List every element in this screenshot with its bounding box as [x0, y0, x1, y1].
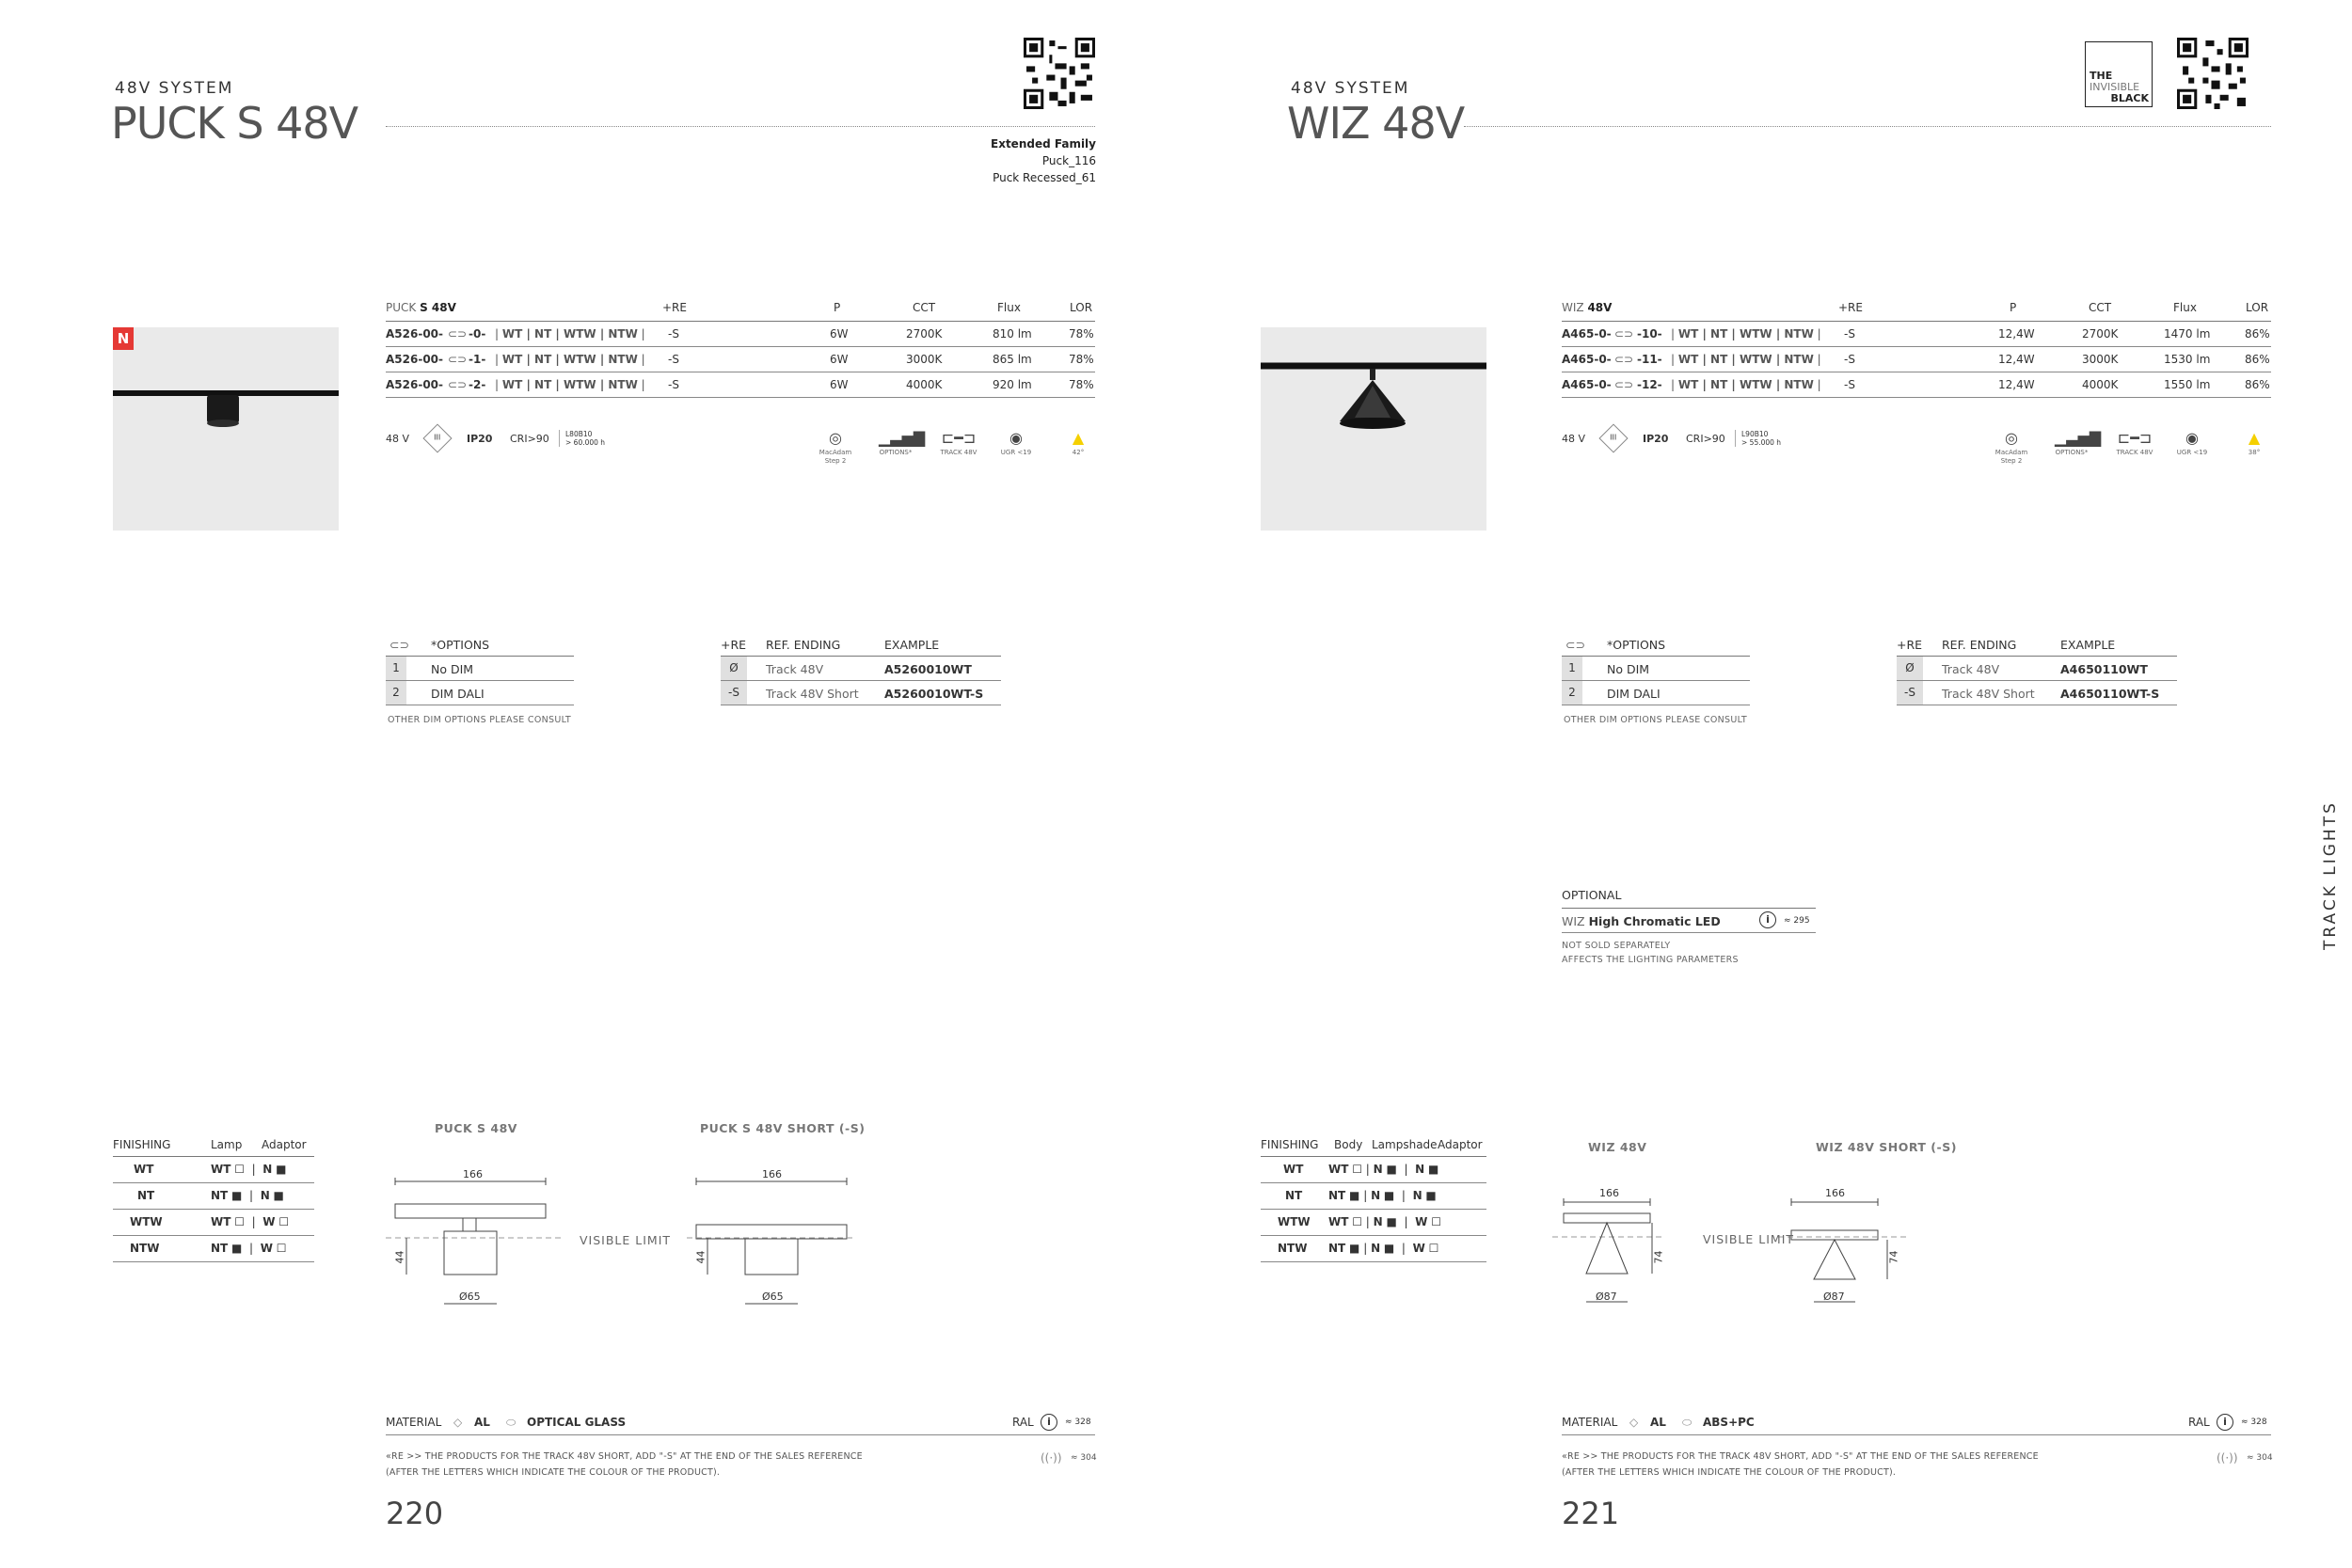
spec-flux: 865 lm	[993, 353, 1032, 366]
dim-height-short: 44	[694, 1250, 707, 1264]
footnote: «RE >> THE PRODUCTS FOR THE TRACK 48V SHORT, ADD "-S" AT THE END OF THE SALES REFERENCE (AFTER THE LETTERS WHICH INDICATE THE COLOUR OF THE PRODUCT).	[386, 1451, 863, 1478]
spec-flux: 1470 lm	[2164, 327, 2211, 341]
puck-lamp-image	[113, 327, 339, 531]
finishing-header: FINISHING Body Lampshade Adaptor	[1261, 1136, 1486, 1157]
ref-ending-table	[1897, 636, 2177, 705]
spec-row	[1562, 322, 2271, 347]
options-icon: ⊂⊃	[1614, 378, 1634, 391]
finishing-row: WTW WT ☐ | W ☐	[113, 1210, 314, 1236]
optional-block	[1562, 888, 1816, 965]
finishing-table	[1261, 1136, 1486, 1262]
drawing-title-short: WIZ 48V SHORT (-S)	[1816, 1140, 1957, 1154]
options-row: 2 DIM DALI	[386, 681, 574, 705]
cri-rating: CRI>90	[510, 433, 549, 445]
spec-finishes: | WT | NT | WTW | NTW |	[495, 327, 645, 341]
options-icon: ⊂⊃	[1614, 353, 1634, 366]
material-label: MATERIAL	[386, 1416, 442, 1429]
spec-code: -10-	[1637, 327, 1662, 341]
class-iii-icon: III	[1598, 423, 1628, 452]
spec-suffix: -S	[1844, 327, 1855, 341]
material-strip	[1562, 1413, 2271, 1435]
qr-code-icon	[1024, 38, 1095, 109]
finishing-row: WT WT ☐ | N ■ | N ■	[1261, 1157, 1486, 1183]
extended-family-title: Extended Family	[991, 137, 1096, 150]
options-row: 1 No DIM	[386, 657, 574, 681]
wireless-icon: ((·))	[1041, 1451, 1062, 1465]
dim-height: 44	[393, 1250, 406, 1264]
info-icon[interactable]: i	[2217, 1414, 2233, 1431]
spec-ref: A526-00-	[386, 353, 443, 366]
beam-angle-icon: ▲ 38°	[2248, 429, 2261, 456]
dim-diameter-short: Ø87	[1823, 1291, 1845, 1303]
material-1: AL	[1650, 1416, 1666, 1429]
track-icon: ⊏━⊐ TRACK 48V	[940, 429, 977, 456]
page-number: 220	[386, 1496, 444, 1531]
dim-diameter: Ø87	[1596, 1291, 1617, 1303]
lifetime: L90B10 > 55.000 h	[1735, 430, 1781, 447]
dim-diameter: Ø65	[459, 1291, 481, 1303]
options-bars-icon: ▁▃▅▇ OPTIONS*	[879, 429, 926, 456]
spec-header-flux: Flux	[997, 301, 1021, 314]
options-icon: ⊂⊃	[1565, 638, 1585, 652]
optional-note: AFFECTS THE LIGHTING PARAMETERS	[1562, 955, 1739, 965]
ugr-icon: ◉ UGR <19	[1000, 429, 1032, 456]
glass-icon: ⬭	[506, 1416, 516, 1429]
extended-link-puck-recessed[interactable]: Puck Recessed_61	[993, 171, 1096, 184]
extended-family	[991, 135, 1096, 186]
spec-header-re: +RE	[1838, 301, 1863, 314]
spec-finishes: | WT | NT | WTW | NTW |	[1671, 353, 1821, 366]
spec-header	[1562, 297, 2271, 322]
optional-page: ≈ 295	[1784, 916, 1810, 926]
finishing-header: FINISHING Lamp Adaptor	[113, 1136, 314, 1157]
ugr-icon: ◉ UGR <19	[2176, 429, 2208, 456]
spec-code: -12-	[1637, 378, 1662, 391]
material-1: AL	[474, 1416, 490, 1429]
ral-page: ≈ 328	[2241, 1418, 2267, 1427]
spec-row	[1562, 347, 2271, 372]
spec-code: -11-	[1637, 353, 1662, 366]
attribute-strip	[386, 428, 1095, 475]
finishing-row: NT NT ■ | N ■ | N ■	[1261, 1183, 1486, 1210]
spec-cct: 3000K	[906, 353, 943, 366]
spec-header-name: WIZ 48V	[1562, 301, 1613, 314]
finishing-row: WT WT ☐ | N ■	[113, 1157, 314, 1183]
spec-cct: 4000K	[2082, 378, 2119, 391]
ral-label: RAL	[1012, 1416, 1034, 1429]
spec-table	[1562, 297, 2271, 398]
ral-label: RAL	[2188, 1416, 2210, 1429]
drawing-title-short: PUCK S 48V SHORT (-S)	[700, 1121, 866, 1135]
ref-row: -S Track 48V Short A4650110WT-S	[1897, 681, 2177, 705]
options-table	[1562, 636, 1750, 705]
macadam-icon: ◎ MacAdam Step 2	[818, 429, 852, 465]
brand-logo: THE INVISIBLE BLACK	[2085, 41, 2153, 107]
lifetime: L80B10 > 60.000 h	[559, 430, 605, 447]
spec-code: -0-	[469, 327, 486, 341]
optional-title: OPTIONAL	[1562, 888, 1816, 909]
ref-row: Ø Track 48V A4650110WT	[1897, 657, 2177, 681]
material-label: MATERIAL	[1562, 1416, 1618, 1429]
spec-header-cct: CCT	[913, 301, 936, 314]
options-row: 2 DIM DALI	[1562, 681, 1750, 705]
ref-header: +RE REF. ENDING EXAMPLE	[721, 636, 1001, 657]
visible-limit-label: VISIBLE LIMIT	[580, 1233, 672, 1247]
product-photo	[1261, 327, 1486, 531]
cri-rating: CRI>90	[1686, 433, 1725, 445]
spec-row	[1562, 372, 2271, 398]
info-icon[interactable]: i	[1041, 1414, 1057, 1431]
spec-ref: A526-00-	[386, 327, 443, 341]
wiz-lamp-image	[1261, 327, 1486, 531]
drawing-title: WIZ 48V	[1588, 1140, 1647, 1154]
ip-rating: IP20	[467, 433, 493, 445]
aluminium-icon: ◇	[1629, 1416, 1639, 1429]
spec-lor: 78%	[1069, 378, 1094, 391]
ral-page: ≈ 328	[1065, 1418, 1091, 1427]
spec-header-cct: CCT	[2089, 301, 2112, 314]
spec-cct: 3000K	[2082, 353, 2119, 366]
dim-width-short: 166	[762, 1168, 782, 1180]
product-title: PUCK S 48V	[111, 98, 358, 149]
wireless-page: ≈ 304	[1071, 1453, 1097, 1463]
section-side-label: TRACK LIGHTS	[2321, 800, 2340, 950]
spec-cct: 2700K	[906, 327, 943, 341]
new-badge: N	[113, 327, 134, 350]
spec-row	[386, 372, 1095, 398]
spec-lor: 78%	[1069, 353, 1094, 366]
spec-table	[386, 297, 1095, 398]
material-2: ABS+PC	[1703, 1416, 1755, 1429]
spec-code: -2-	[469, 378, 486, 391]
optional-row: WIZ High Chromatic LED i ≈ 295	[1562, 909, 1816, 933]
options-table	[386, 636, 574, 705]
options-icon: ⊂⊃	[1614, 327, 1634, 341]
options-icon: ⊂⊃	[389, 638, 409, 652]
finishing-row: NTW NT ■ | W ☐	[113, 1236, 314, 1262]
visible-limit-label: VISIBLE LIMIT	[1703, 1232, 1795, 1246]
optional-note: NOT SOLD SEPARATELY	[1562, 941, 1671, 951]
macadam-icon: ◎ MacAdam Step 2	[1994, 429, 2028, 465]
options-bars-icon: ▁▃▅▇ OPTIONS*	[2055, 429, 2102, 456]
options-title: *OPTIONS	[1607, 638, 1666, 652]
dim-width-short: 166	[1825, 1187, 1845, 1199]
spec-ref: A465-0-	[1562, 353, 1612, 366]
options-icon: ⊂⊃	[448, 353, 468, 366]
spec-header	[386, 297, 1095, 322]
info-icon[interactable]: i	[1759, 911, 1776, 928]
title-rule	[386, 126, 1095, 127]
spec-suffix: -S	[668, 327, 679, 341]
options-header	[386, 636, 574, 657]
attribute-strip	[1562, 428, 2271, 475]
options-header	[1562, 636, 1750, 657]
spec-power: 12,4W	[1998, 353, 2035, 366]
finishing-table	[113, 1136, 314, 1262]
voltage-label: 48 V	[386, 433, 410, 445]
spec-header-re: +RE	[662, 301, 687, 314]
ref-row: -S Track 48V Short A5260010WT-S	[721, 681, 1001, 705]
qr-code[interactable]	[1024, 38, 1095, 109]
spec-suffix: -S	[668, 353, 679, 366]
spec-header-name: PUCK S 48V	[386, 301, 456, 314]
spec-finishes: | WT | NT | WTW | NTW |	[495, 378, 645, 391]
spec-header-lor: LOR	[1070, 301, 1093, 314]
spec-ref: A526-00-	[386, 378, 443, 391]
spec-header-p: P	[834, 301, 841, 314]
ref-header: +RE REF. ENDING EXAMPLE	[1897, 636, 2177, 657]
options-note: OTHER DIM OPTIONS PLEASE CONSULT	[1564, 715, 1747, 725]
spec-flux: 920 lm	[993, 378, 1032, 391]
qr-code[interactable]	[2177, 38, 2249, 109]
spec-power: 6W	[830, 327, 849, 341]
spec-ref: A465-0-	[1562, 378, 1612, 391]
spec-flux: 1530 lm	[2164, 353, 2211, 366]
dim-height: 74	[1652, 1250, 1665, 1264]
spec-ref: A465-0-	[1562, 327, 1612, 341]
voltage-label: 48 V	[1562, 433, 1586, 445]
spec-header-p: P	[2010, 301, 2017, 314]
options-icon: ⊂⊃	[448, 327, 468, 341]
beam-angle-icon: ▲ 42°	[1072, 429, 1085, 456]
spec-flux: 810 lm	[993, 327, 1032, 341]
material-2: OPTICAL GLASS	[527, 1416, 627, 1429]
spec-lor: 86%	[2245, 378, 2270, 391]
spec-power: 12,4W	[1998, 378, 2035, 391]
options-row: 1 No DIM	[1562, 657, 1750, 681]
wireless-icon: ((·))	[2217, 1451, 2238, 1465]
spec-flux: 1550 lm	[2164, 378, 2211, 391]
spec-header-lor: LOR	[2246, 301, 2269, 314]
spec-power: 6W	[830, 353, 849, 366]
right-page	[1176, 0, 2352, 1568]
system-label: 48V SYSTEM	[1291, 79, 1410, 98]
spec-finishes: | WT | NT | WTW | NTW |	[495, 353, 645, 366]
ref-ending-table	[721, 636, 1001, 705]
track-icon: ⊏━⊐ TRACK 48V	[2116, 429, 2153, 456]
spec-header-flux: Flux	[2173, 301, 2197, 314]
footnote: «RE >> THE PRODUCTS FOR THE TRACK 48V SHORT, ADD "-S" AT THE END OF THE SALES REFERENCE (AFTER THE LETTERS WHICH INDICATE THE COLOUR OF THE PRODUCT).	[1562, 1451, 2039, 1478]
ref-row: Ø Track 48V A5260010WT	[721, 657, 1001, 681]
abs-icon: ⬭	[1682, 1416, 1692, 1429]
options-icon: ⊂⊃	[448, 378, 468, 391]
spec-code: -1-	[469, 353, 486, 366]
extended-link-puck[interactable]: Puck_116	[1041, 154, 1096, 167]
product-photo	[113, 327, 339, 531]
spec-power: 6W	[830, 378, 849, 391]
wireless-page: ≈ 304	[2247, 1453, 2273, 1463]
page-number: 221	[1562, 1496, 1620, 1531]
spec-lor: 86%	[2245, 327, 2270, 341]
spec-suffix: -S	[1844, 353, 1855, 366]
options-title: *OPTIONS	[431, 638, 490, 652]
aluminium-icon: ◇	[453, 1416, 463, 1429]
finishing-row: WTW WT ☐ | N ■ | W ☐	[1261, 1210, 1486, 1236]
spec-suffix: -S	[1844, 378, 1855, 391]
spec-finishes: | WT | NT | WTW | NTW |	[1671, 327, 1821, 341]
spec-lor: 78%	[1069, 327, 1094, 341]
ip-rating: IP20	[1643, 433, 1669, 445]
spec-cct: 4000K	[906, 378, 943, 391]
product-title: WIZ 48V	[1287, 98, 1465, 149]
dim-height-short: 74	[1887, 1250, 1900, 1264]
spec-row	[386, 322, 1095, 347]
spec-cct: 2700K	[2082, 327, 2119, 341]
system-label: 48V SYSTEM	[115, 79, 234, 98]
drawing-title: PUCK S 48V	[435, 1121, 517, 1135]
spec-suffix: -S	[668, 378, 679, 391]
title-rule	[1464, 126, 2271, 127]
dim-width: 166	[1599, 1187, 1619, 1199]
dim-width: 166	[463, 1168, 483, 1180]
dim-diameter-short: Ø65	[762, 1291, 784, 1303]
options-note: OTHER DIM OPTIONS PLEASE CONSULT	[388, 715, 571, 725]
spec-finishes: | WT | NT | WTW | NTW |	[1671, 378, 1821, 391]
finishing-row: NT NT ■ | N ■	[113, 1183, 314, 1210]
class-iii-icon: III	[422, 423, 452, 452]
spec-lor: 86%	[2245, 353, 2270, 366]
finishing-row: NTW NT ■ | N ■ | W ☐	[1261, 1236, 1486, 1262]
spec-row	[386, 347, 1095, 372]
qr-code-icon	[2177, 38, 2249, 109]
material-strip	[386, 1413, 1095, 1435]
spec-power: 12,4W	[1998, 327, 2035, 341]
